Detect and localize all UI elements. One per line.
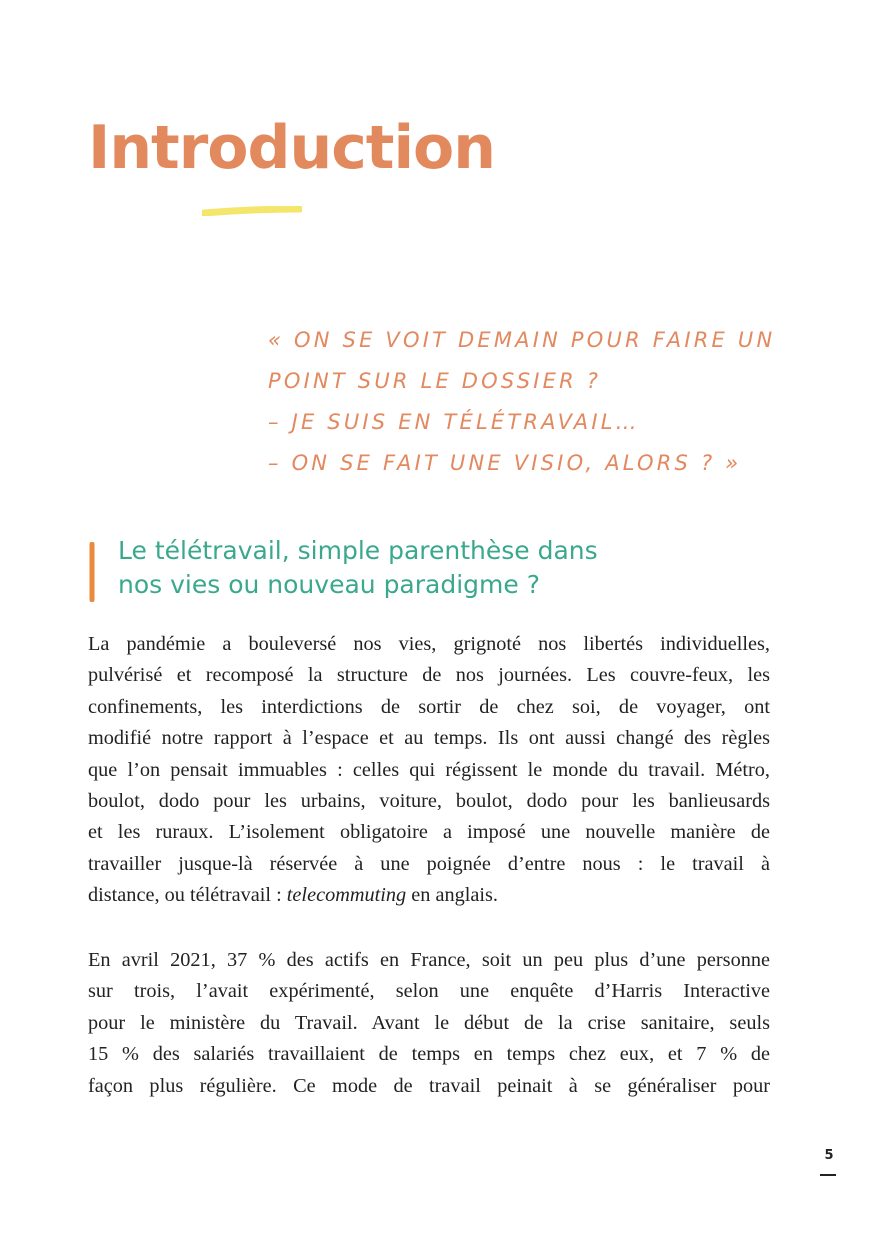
section-subheading xyxy=(118,534,818,602)
text-line: et les ruraux. L’isolement obligatoire a imposé une nouvelle manière de xyxy=(88,821,770,844)
subhead-accent-bar xyxy=(88,542,96,602)
subhead-line: Le télétravail, simple parenthèse dans xyxy=(118,536,598,565)
text-line: modifié notre rapport à l’espace et au temps. Ils ont aussi changé des règles xyxy=(88,727,770,750)
chapter-title: Introduction xyxy=(88,113,495,183)
text-line xyxy=(88,880,770,911)
text-line: confinements, les interdictions de sortir de chez soi, de voyager, ont xyxy=(88,695,770,718)
emphasized-term: telecommuting xyxy=(286,884,407,907)
page-number-rule xyxy=(820,1174,836,1176)
body-paragraph-1 xyxy=(88,629,770,912)
text-line: façon plus régulière. Ce mode de travail peinait à se généraliser pour xyxy=(88,1074,770,1097)
text-line: travailler jusque-là réservée à une poignée d’entre nous : le travail à xyxy=(88,852,770,875)
text-line: sur trois, l’avait expérimenté, selon une enquête d’Harris Interactive xyxy=(88,980,770,1003)
text-segment: distance, ou télétravail : xyxy=(88,884,287,907)
text-line: pour le ministère du Travail. Avant le début de la crise sanitaire, seuls xyxy=(88,1011,770,1034)
text-line: pulvérisé et recomposé la structure de nos journées. Les couvre-feux, les xyxy=(88,664,770,687)
text-line: 15 % des salariés travaillaient de temps en temps chez eux, et 7 % de xyxy=(88,1043,770,1066)
quote-line: POINT SUR LE DOSSIER ? xyxy=(268,369,602,393)
text-line: En avril 2021, 37 % des actifs en France, soit un peu plus d’une personne xyxy=(88,949,770,971)
quote-line: « ON SE VOIT DEMAIN POUR FAIRE UN xyxy=(268,328,776,352)
epigraph-quote xyxy=(268,320,808,484)
subhead-line: nos vies ou nouveau paradigme ? xyxy=(118,570,540,599)
page-number: 5 xyxy=(824,1148,834,1163)
text-line: La pandémie a bouleversé nos vies, grignoté nos libertés individuelles, xyxy=(88,633,770,655)
quote-line: – ON SE FAIT UNE VISIO, ALORS ? » xyxy=(268,451,742,475)
body-paragraph-2 xyxy=(88,945,770,1102)
title-underline-stroke xyxy=(202,206,302,216)
text-line: que l’on pensait immuables : celles qui régissent le monde du travail. Métro, xyxy=(88,758,770,781)
text-line: boulot, dodo pour les urbains, voiture, boulot, dodo pour les banlieusards xyxy=(88,790,770,813)
text-segment: en anglais. xyxy=(406,884,499,907)
quote-line: – JE SUIS EN TÉLÉTRAVAIL… xyxy=(268,410,640,434)
